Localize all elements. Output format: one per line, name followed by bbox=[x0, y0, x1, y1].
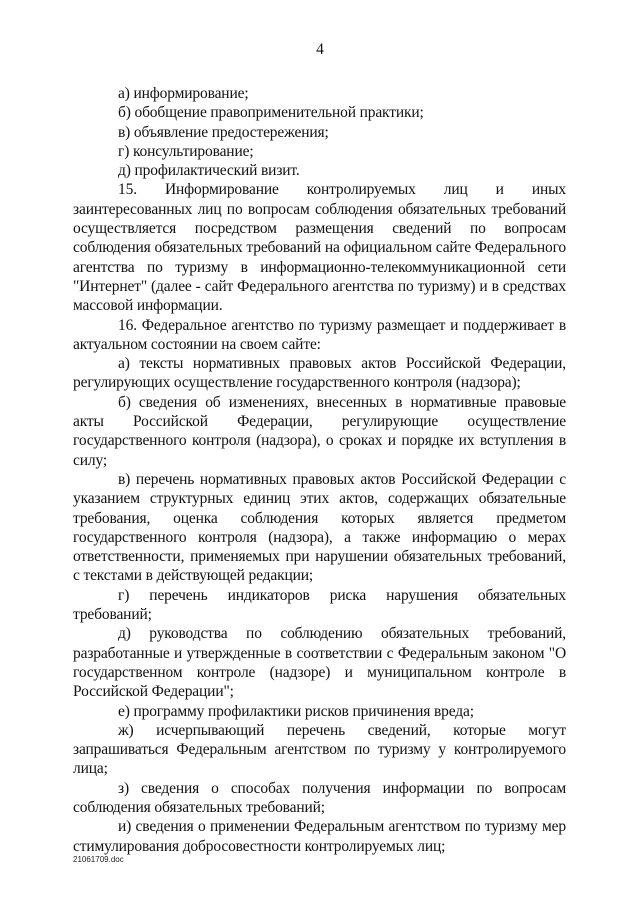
document-body bbox=[73, 84, 566, 856]
sub-item-d-guidelines: д) руководства по соблюдению обязательных требований, разработанные и утвержденные в соответствии с Федеральным законом "О государственном контроле (надзоре) и муниципальном контроле в Российской Федерации"; bbox=[73, 625, 566, 701]
list-item-g-consulting: г) консультирование; bbox=[118, 142, 254, 160]
sub-item-z-information-methods: з) сведения о способах получения информации по вопросам соблюдения обязательных требований; bbox=[73, 779, 566, 816]
sub-item-i-incentive-measures: и) сведения о применении Федеральным агентством по туризму мер стимулирования добросовестности контролируемых лиц; bbox=[73, 818, 566, 855]
list-item-a-informing: а) информирование; bbox=[118, 85, 249, 102]
sub-item-v-acts-list: в) перечень нормативных правовых актов Российской Федерации с указанием структурных единиц этих актов, содержащих обязательные требования, оценка соблюдения которых является предметом государственного контроля (надзора), а также информацию о мерах ответственности, применяемых при нарушении обязательных требований, с текстами в действующей редакции; bbox=[73, 470, 566, 585]
page-number: 4 bbox=[316, 41, 324, 58]
list-item-d-preventive-visit: д) профилактический визит. bbox=[118, 162, 300, 180]
sub-item-e-prevention-program: е) программу профилактики рисков причинения вреда; bbox=[118, 702, 474, 720]
paragraph-15: 15. Информирование контролируемых лиц и иных заинтересованных лиц по вопросам соблюдения обязательных требований осуществляется посредством размещения сведений по вопросам соблюдения обязательных требований на официальном сайте Федерального агентства по туризму в информационно-телекоммуникационной сети "Интернет" (далее - сайт Федерального агентства по туризму) и в средствах массовой информации. bbox=[73, 181, 566, 315]
list-item-v-warning: в) объявление предостережения; bbox=[118, 123, 329, 141]
sub-item-b-amendments: б) сведения об изменениях, внесенных в нормативные правовые акты Российской Федерации, регулирующие осуществление государственного контроля (надзора), о сроках и порядке их вступления в силу; bbox=[73, 393, 566, 469]
file-name-footer: 21061709.doc bbox=[73, 855, 124, 864]
sub-item-g-risk-indicators: г) перечень индикаторов риска нарушения обязательных требований; bbox=[73, 586, 566, 624]
paragraph-16: 16. Федеральное агентство по туризму размещает и поддерживает в актуальном состоянии на своем сайте: bbox=[73, 316, 566, 353]
list-item-b-practice-generalization: б) обобщение правоприменительной практики; bbox=[118, 104, 424, 122]
sub-item-a-legal-texts: а) тексты нормативных правовых актов Российской Федерации, регулирующих осуществление государственного контроля (надзора); bbox=[73, 355, 566, 392]
sub-item-zh-information-list: ж) исчерпывающий перечень сведений, которые могут запрашиваться Федеральным агентством по туризму у контролируемого лица; bbox=[73, 721, 566, 778]
